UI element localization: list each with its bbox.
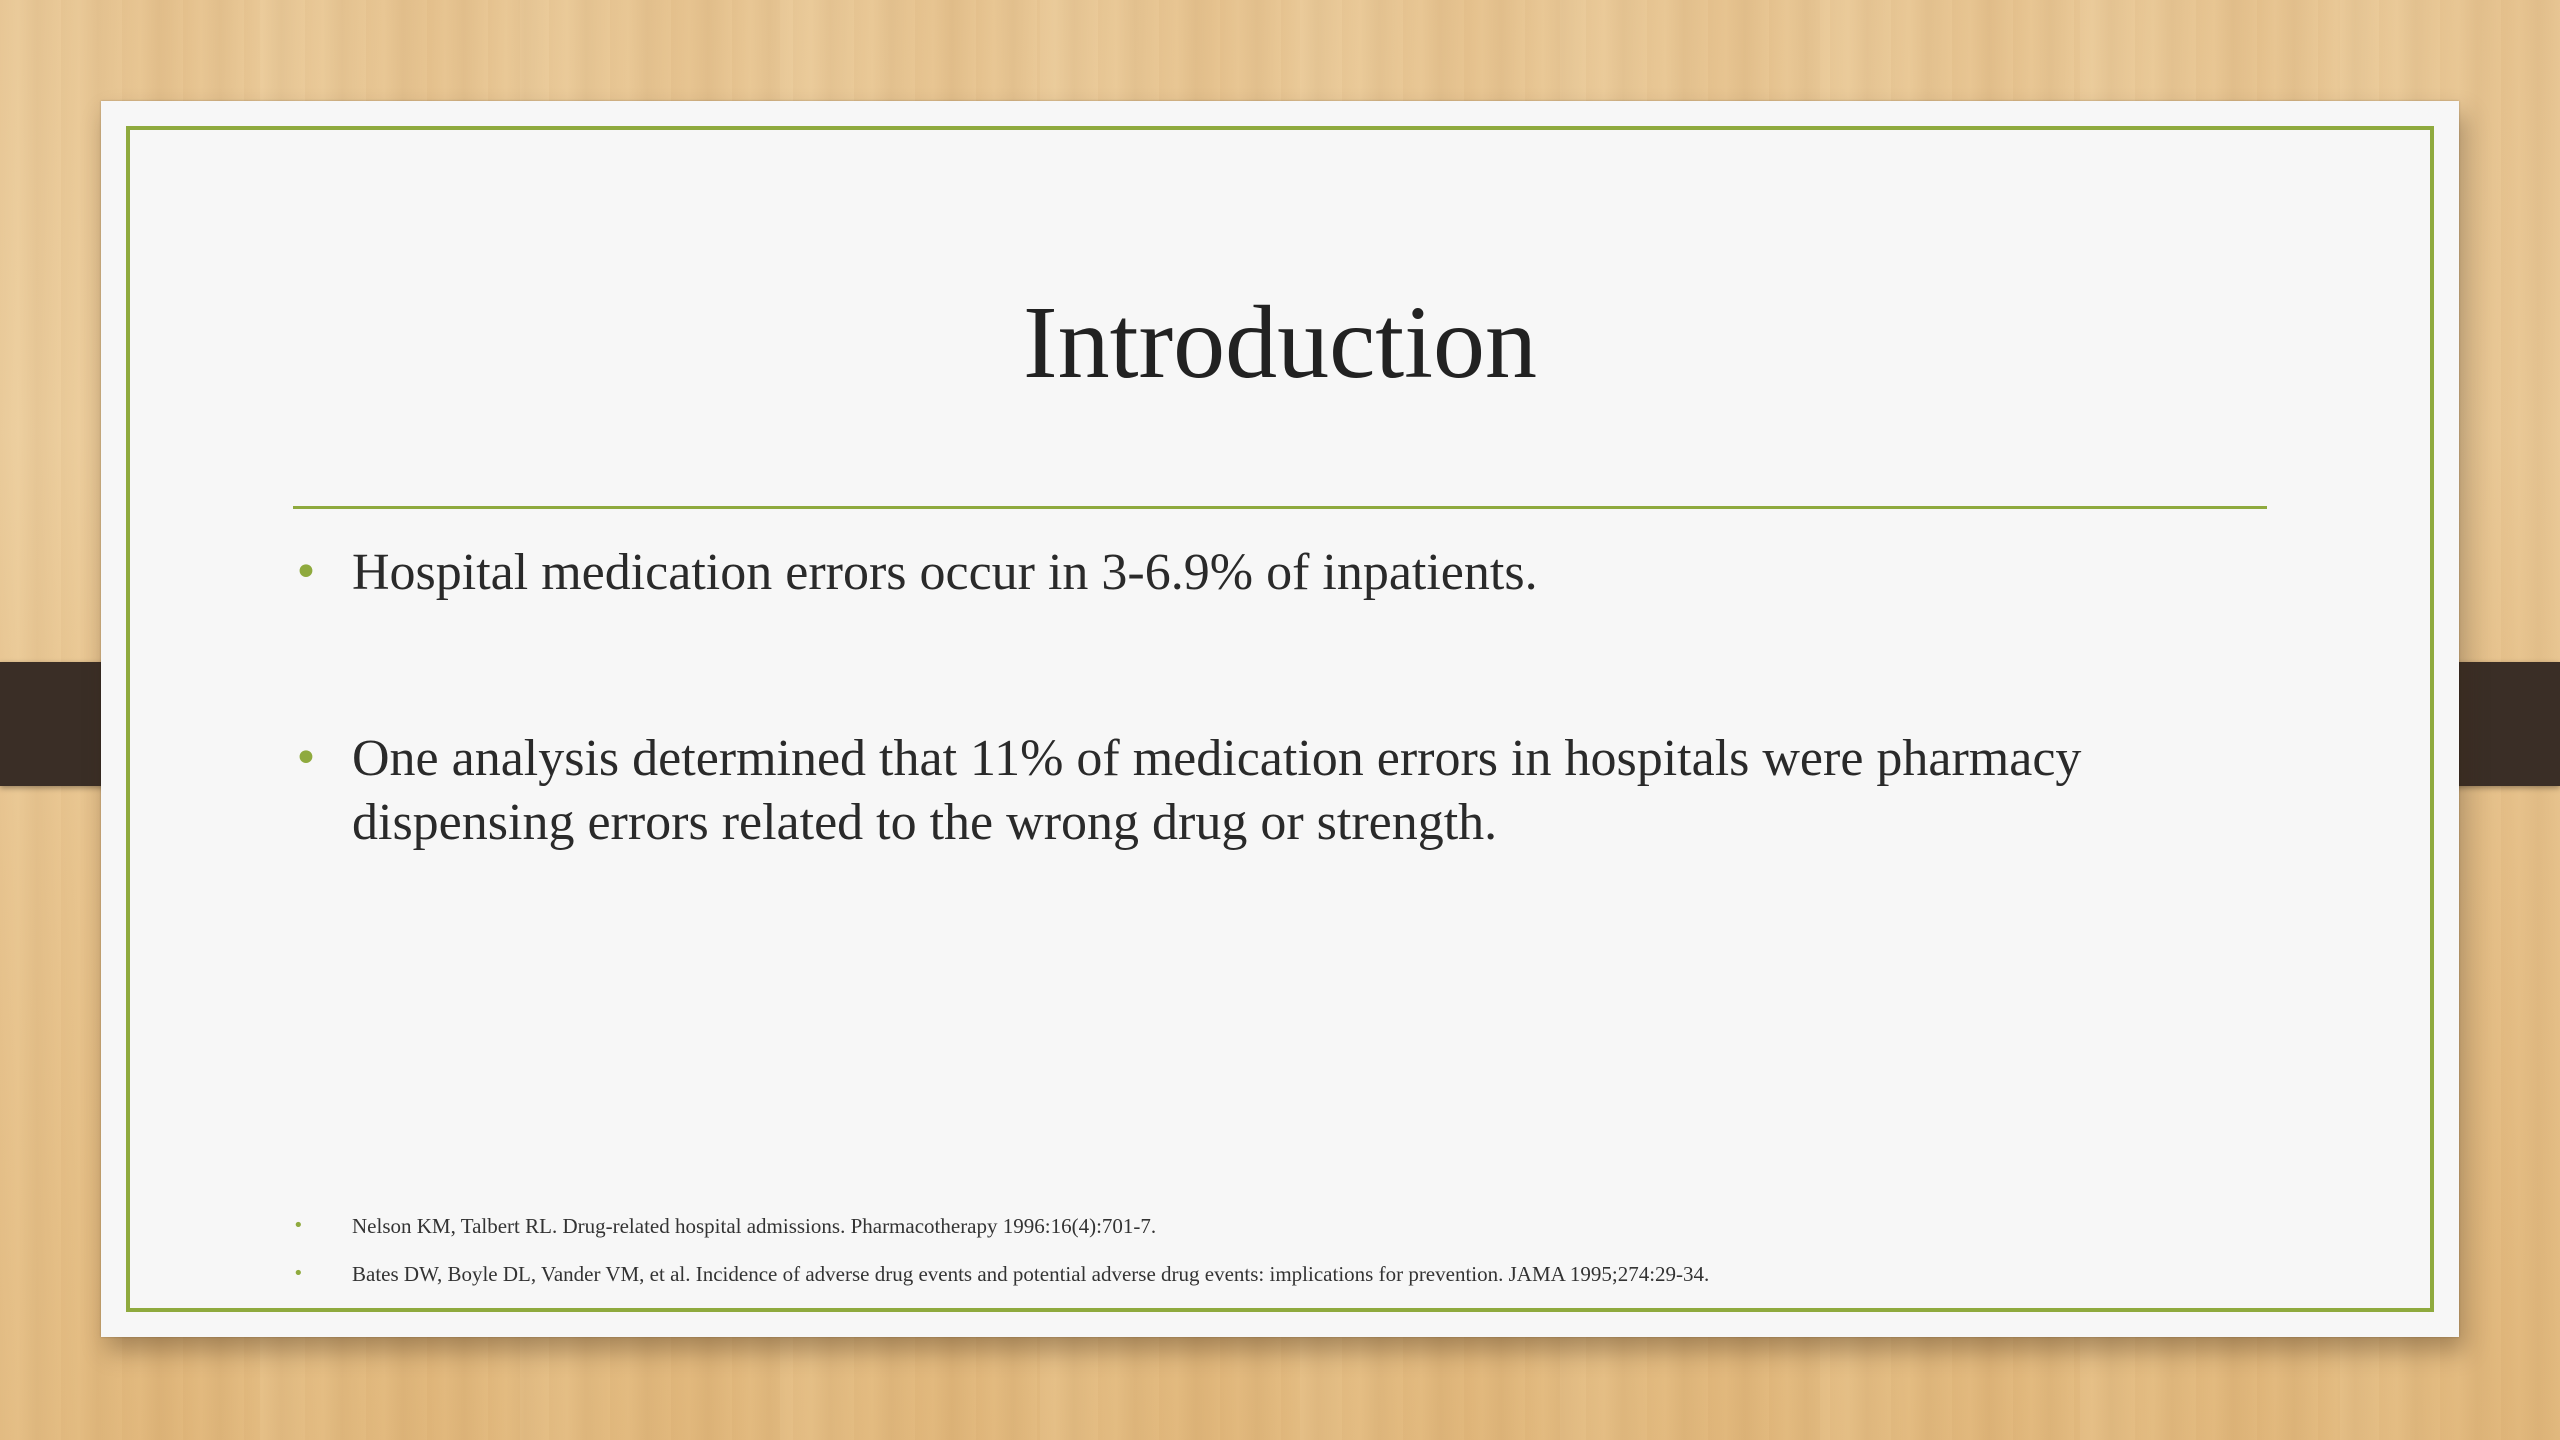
bullet-item — [293, 541, 2283, 605]
bullet-text: One analysis determined that 11% of medication errors in hospitals were pharmacy dispensing errors related to the wrong drug or strength. — [352, 730, 2082, 851]
reference-item — [293, 1261, 2283, 1287]
bullet-item — [293, 727, 2283, 855]
bullet-icon: • — [293, 547, 319, 598]
slide — [101, 101, 2459, 1337]
title-divider — [293, 506, 2267, 509]
reference-text: Nelson KM, Talbert RL. Drug-related hospital admissions. Pharmacotherapy 1996:16(4):701-7. — [352, 1214, 1157, 1238]
bullet-list — [293, 541, 2283, 855]
reference-bullet-icon: • — [293, 1263, 304, 1284]
bullet-text: Hospital medication errors occur in 3-6.9% of inpatients. — [352, 544, 1538, 601]
reference-list — [293, 1213, 2283, 1309]
bullet-icon: • — [293, 733, 319, 784]
reference-text: Bates DW, Boyle DL, Vander VM, et al. Incidence of adverse drug events and potential adverse drug events: implications for prevention. JAMA 1995;274:29-34. — [352, 1262, 1710, 1286]
reference-bullet-icon: • — [293, 1215, 304, 1236]
slide-title: Introduction — [1022, 285, 1538, 400]
reference-item — [293, 1213, 2283, 1239]
